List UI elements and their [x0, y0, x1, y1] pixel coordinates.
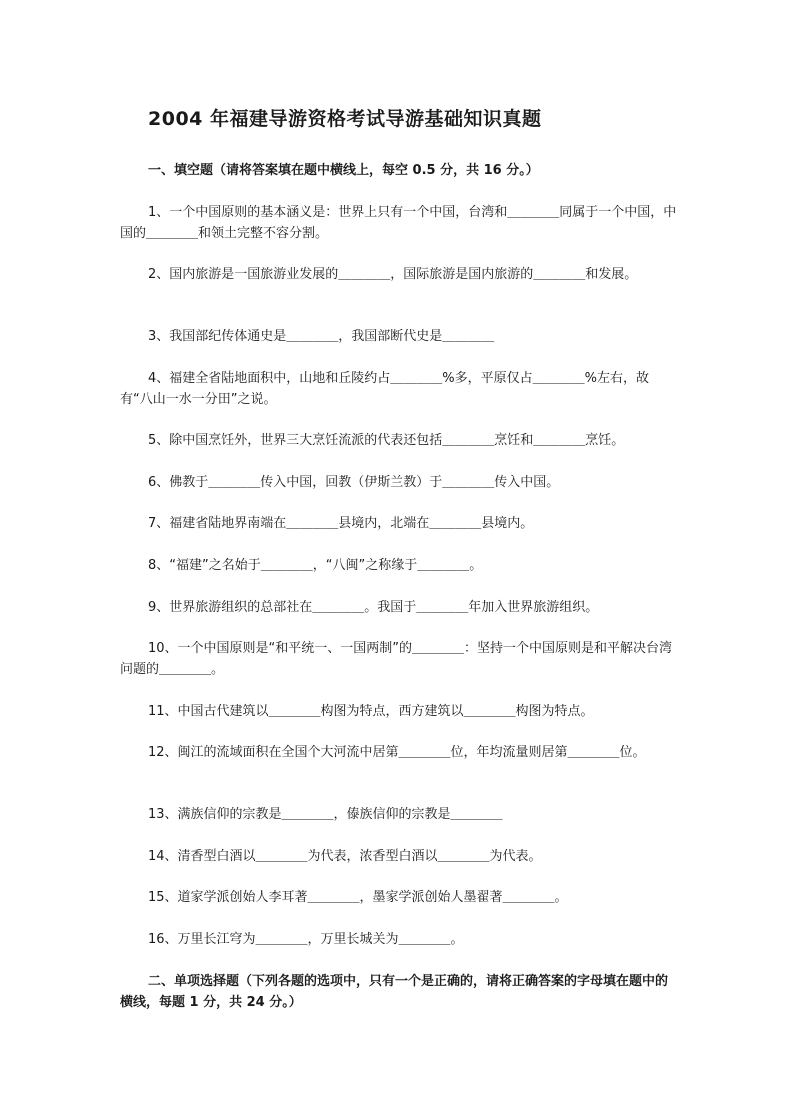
- section2-heading: 二、单项选择题（下列各题的选项中，只有一个是正确的，请将正确答案的字母填在题中的横线，每题 1 分，共 24 分。）: [120, 974, 669, 1010]
- question-5: 5、除中国烹饪外，世界三大烹饪流派的代表还包括＿＿＿＿烹饪和＿＿＿＿烹饪。: [148, 433, 625, 448]
- question-16: 16、万里长江穹为＿＿＿＿，万里长城关为＿＿＿＿。: [148, 932, 464, 947]
- question-11: 11、中国古代建筑以＿＿＿＿构图为特点，西方建筑以＿＿＿＿构图为特点。: [148, 704, 594, 719]
- question-7: 7、福建省陆地界南端在＿＿＿＿县境内，北端在＿＿＿＿县境内。: [148, 516, 534, 531]
- question-8: 8、“福建”之名始于＿＿＿＿，“八闽”之称缘于＿＿＿＿。: [148, 558, 483, 573]
- section1-heading: 一、填空题（请将答案填在题中横线上，每空 0.5 分，共 16 分。）: [148, 163, 539, 178]
- question-6: 6、佛教于＿＿＿＿传入中国，回教（伊斯兰教）于＿＿＿＿传入中国。: [148, 475, 560, 490]
- question-1: 1、一个中国原则的基本涵义是：世界上只有一个中国，台湾和＿＿＿＿同属于一个中国，中国的＿＿＿＿和领土完整不容分割。: [120, 205, 677, 241]
- question-2: 2、国内旅游是一国旅游业发展的＿＿＿＿，国际旅游是国内旅游的＿＿＿＿和发展。: [148, 267, 638, 282]
- question-15: 15、道家学派创始人李耳著＿＿＿＿，墨家学派创始人墨翟著＿＿＿＿。: [148, 890, 568, 905]
- question-14: 14、清香型白酒以＿＿＿＿为代表，浓香型白酒以＿＿＿＿为代表。: [148, 849, 542, 864]
- question-3: 3、我国部纪传体通史是＿＿＿＿，我国部断代史是＿＿＿＿: [148, 329, 495, 344]
- question-9: 9、世界旅游组织的总部社在＿＿＿＿。我国于＿＿＿＿年加入世界旅游组织。: [148, 600, 599, 615]
- question-12: 12、闽江的流域面积在全国个大河流中居第＿＿＿＿位，年均流量则居第＿＿＿＿位。: [148, 745, 646, 760]
- question-13: 13、满族信仰的宗教是＿＿＿＿，傣族信仰的宗教是＿＿＿＿: [148, 807, 503, 822]
- question-10: 10、一个中国原则是“和平统一、一国两制”的＿＿＿＿：坚持一个中国原则是和平解决台湾问题的＿＿＿＿。: [120, 641, 673, 677]
- question-4: 4、福建全省陆地面积中，山地和丘陵约占＿＿＿＿%多，平原仅占＿＿＿＿%左右，故有“八山一水一分田”之说。: [120, 371, 649, 407]
- document-title: 2004 年福建导游资格考试导游基础知识真题: [148, 108, 542, 130]
